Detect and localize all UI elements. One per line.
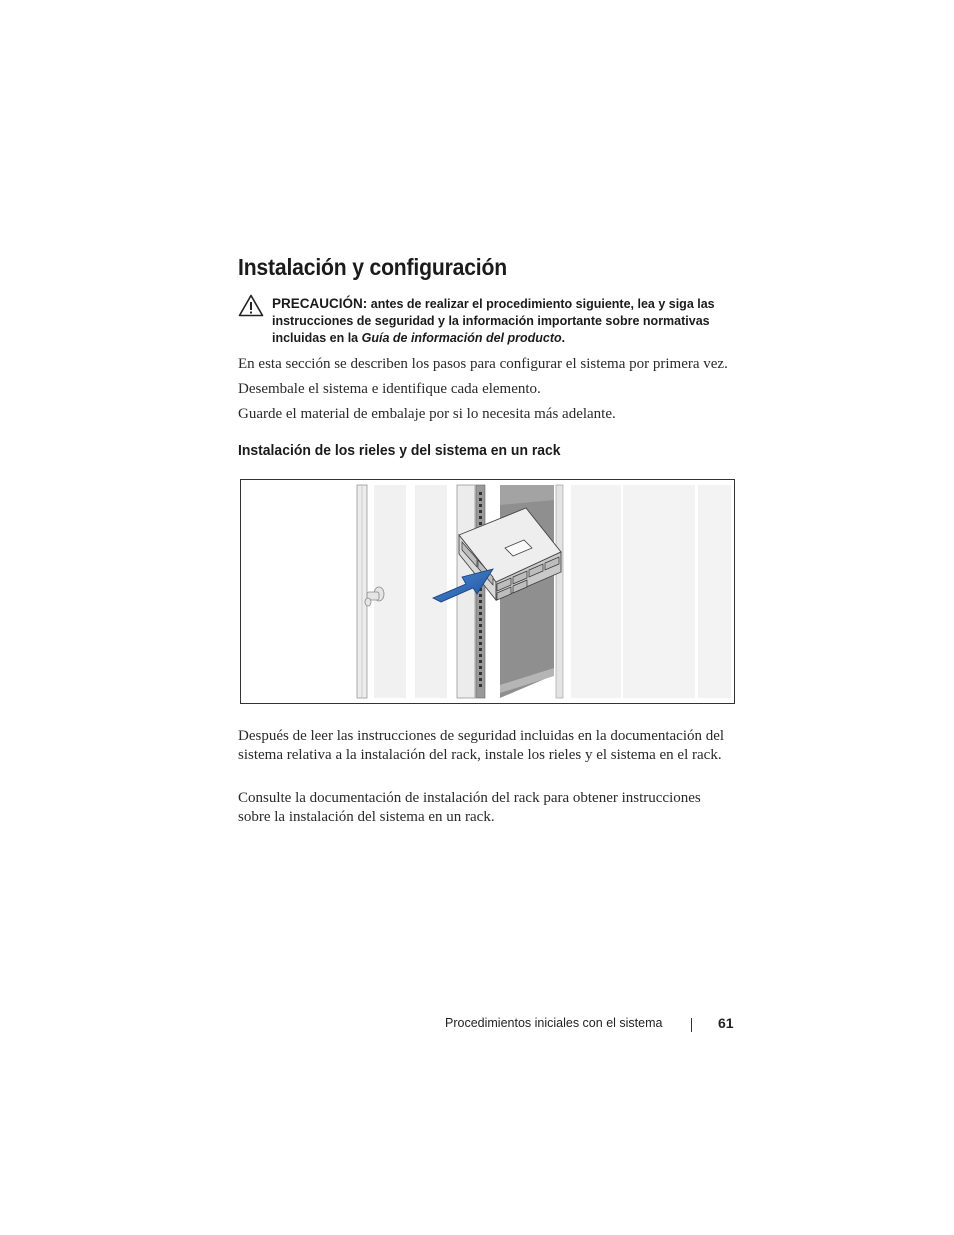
page-title: Instalación y configuración <box>238 254 507 280</box>
caution-label: PRECAUCIÓN: <box>272 296 368 311</box>
intro-paragraph: Desembale el sistema e identifique cada elemento. <box>238 381 541 397</box>
page-number: 61 <box>718 1015 734 1031</box>
intro-paragraph: Guarde el material de embalaje por si lo necesita más adelante. <box>238 406 616 422</box>
product-guide-reference: Guía de información del producto <box>361 331 562 345</box>
caution-text: antes de realizar el procedimiento siguiente, lea y siga las instrucciones de seguridad y la información importante sobre normativas incluidas en la <box>272 297 715 345</box>
body-paragraph: Consulte la documentación de instalación del rack para obtener instrucciones sobre la instalación del sistema en un rack. <box>238 790 701 825</box>
caution-end: . <box>561 331 566 345</box>
caution-note <box>272 295 742 347</box>
footer-chapter-title: Procedimientos iniciales con el sistema <box>445 1016 663 1030</box>
footer-separator <box>691 1018 692 1032</box>
intro-paragraph: En esta sección se describen los pasos para configurar el sistema por primera vez. <box>238 356 728 372</box>
rack-installation-figure <box>240 479 735 704</box>
rack-installation-illustration <box>241 480 734 703</box>
body-paragraph: Después de leer las instrucciones de seguridad incluidas en la documentación del sistema relativa a la instalación del rack, instale los rieles y el sistema en el rack. <box>238 728 725 763</box>
warning-triangle-icon <box>238 294 264 317</box>
section-heading: Instalación de los rieles y del sistema en un rack <box>238 442 561 459</box>
